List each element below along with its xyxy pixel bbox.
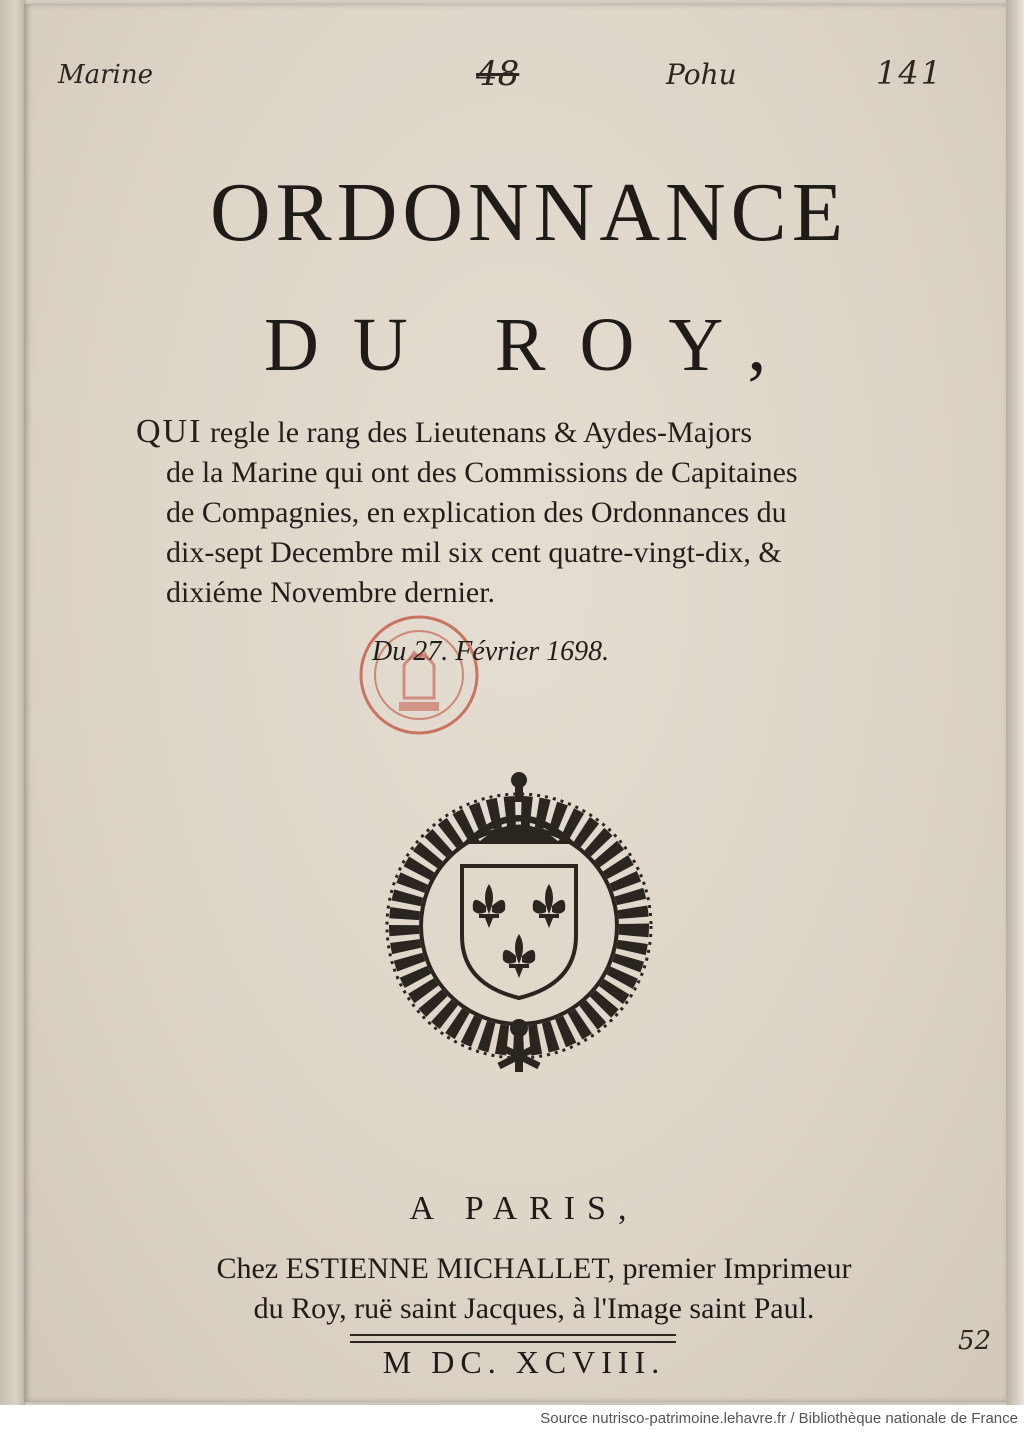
imprint-printer	[124, 1249, 944, 1329]
royal-arms-fleur-de-lis-icon	[384, 766, 654, 1083]
annotation-struck-number: 48	[476, 54, 520, 94]
description-line-1-rest: regle le rang des Lieutenans & Aydes-Majors	[202, 416, 753, 449]
library-stamp-icon	[354, 610, 484, 745]
annotation-folio: 141	[876, 54, 944, 92]
annotation-pohu: Pohu	[666, 58, 737, 91]
description-line-4: dix-sept Decembre mil six cent quatre-vingt-dix, &	[166, 536, 782, 569]
publication-date: Du 27. Février 1698.	[372, 636, 610, 667]
document-description	[136, 412, 926, 613]
imprint-rule-top	[350, 1334, 676, 1336]
description-line-1	[136, 412, 926, 453]
imprint-line-1: Chez ESTIENNE MICHALLET, premier Imprimeur	[216, 1252, 852, 1285]
source-credit: Source nutrisco-patrimoine.lehavre.fr / Bibliothèque nationale de France	[540, 1410, 1018, 1427]
document-page	[24, 4, 1006, 1402]
description-line-3: de Compagnies, en explication des Ordonnances du	[166, 496, 787, 529]
imprint-place: A PARIS,	[409, 1190, 639, 1227]
description-line-5: dixiéme Novembre dernier.	[166, 576, 496, 609]
title-line-2: DU ROY,	[264, 303, 801, 387]
previous-page-edge	[0, 0, 26, 1405]
description-first-word: QUI	[136, 413, 203, 450]
imprint-year: M DC. XCVIII.	[382, 1344, 666, 1380]
annotation-marine: Marine	[58, 60, 153, 90]
annotation-side-number: 52	[958, 1326, 992, 1356]
title-line-1: ORDONNANCE	[210, 166, 848, 259]
description-line-2: de la Marine qui ont des Commissions de Capitaines	[166, 456, 798, 489]
imprint-rule-bottom	[350, 1341, 676, 1343]
imprint-line-2: du Roy, ruë saint Jacques, à l'Image saint Paul.	[253, 1292, 815, 1325]
page-right-edge	[1006, 0, 1024, 1405]
